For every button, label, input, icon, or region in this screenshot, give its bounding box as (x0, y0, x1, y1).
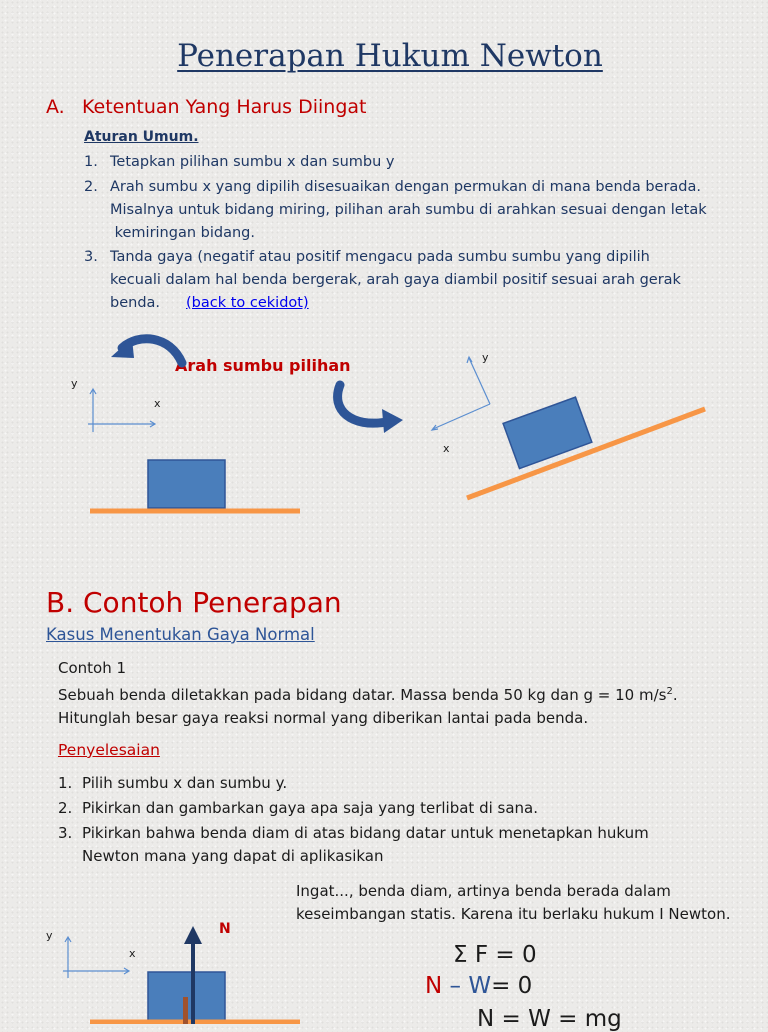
axis-y-label: y (71, 377, 78, 390)
note-line: Ingat..., benda diam, artinya benda berada dalam (296, 882, 671, 900)
solution-step-3 (58, 822, 649, 868)
axis-x-label: x (443, 442, 450, 455)
eq-minus: – (442, 973, 469, 999)
step-number: 1. (58, 774, 73, 792)
section-b-heading: B. Contoh Penerapan (46, 586, 342, 619)
arrow-label: Arah sumbu pilihan (175, 356, 351, 375)
block-flat-1-icon (148, 460, 225, 508)
rule-line: Tanda gaya (negatif atau positif mengacu pada sumbu sumbu yang dipilih (110, 249, 650, 265)
note-line: keseimbangan statis. Karena itu berlaku hukum I Newton. (296, 905, 731, 923)
axis-y-label: y (482, 351, 489, 364)
axes-flat-1-icon (88, 389, 155, 432)
rule-line: kecuali dalam hal benda bergerak, arah gaya diambil positif sesuai arah gerak (110, 272, 681, 288)
problem-superscript: 2 (666, 686, 673, 697)
normal-force-label: N (219, 921, 231, 937)
rules-title: Aturan Umum. (84, 129, 199, 145)
surface-incline-icon (467, 409, 705, 498)
eq-zero: = 0 (491, 973, 533, 999)
note-text (296, 880, 730, 926)
step-number: 2. (58, 799, 73, 817)
back-to-cekidot-link[interactable]: (back to cekidot) (186, 295, 309, 311)
equation-result: N = W = mg (477, 1006, 622, 1032)
page-title: Penerapan Hukum Newton (177, 38, 603, 74)
step-line: Pilih sumbu x dan sumbu y. (82, 774, 288, 792)
axes-incline-icon (432, 357, 490, 430)
axes-flat-2-icon (63, 937, 129, 978)
step-line: Newton mana yang dapat di aplikasikan (82, 847, 384, 865)
axis-x-label: x (154, 397, 161, 410)
equation-balance (425, 973, 532, 999)
rule-line: Misalnya untuk bidang miring, pilihan arah sumbu di arahkan sesuai dengan letak (110, 202, 707, 218)
problem-text (58, 657, 678, 730)
equation-sum-force: Σ F = 0 (453, 942, 537, 968)
rule-number: 3. (84, 249, 98, 265)
problem-line-end: . (672, 686, 678, 704)
eq-weight: W (468, 973, 492, 999)
axis-y-label: y (46, 929, 53, 942)
rule-line: benda. (110, 295, 161, 311)
eq-normal: N (425, 973, 443, 999)
section-a-letter: A. (46, 96, 65, 118)
step-line: Pikirkan bahwa benda diam di atas bidang datar untuk menetapkan hukum (82, 824, 649, 842)
rule-number: 1. (84, 154, 98, 170)
solution-step-1 (58, 772, 287, 795)
section-b-subheading: Kasus Menentukan Gaya Normal (46, 625, 315, 644)
problem-line: Sebuah benda diletakkan pada bidang datar. Massa benda 50 kg dan g = 10 m/s (58, 686, 667, 704)
example-title: Contoh 1 (58, 659, 127, 677)
rule-line: kemiringan bidang. (110, 225, 255, 241)
axis-x-label: x (129, 947, 136, 960)
problem-line: Hitunglah besar gaya reaksi normal yang diberikan lantai pada benda. (58, 709, 589, 727)
rule-line: Arah sumbu x yang dipilih disesuaikan dengan permukan di mana benda berada. (110, 179, 702, 195)
curved-arrow-left-icon (111, 338, 182, 363)
section-a-title: Ketentuan Yang Harus Diingat (82, 96, 367, 118)
rule-number: 2. (84, 179, 98, 195)
solution-step-2 (58, 797, 538, 820)
rule-line: Tetapkan pilihan sumbu x dan sumbu y (110, 154, 395, 170)
step-line: Pikirkan dan gambarkan gaya apa saja yang terlibat di sana. (82, 799, 539, 817)
solution-title: Penyelesaian (58, 741, 160, 759)
step-number: 3. (58, 824, 73, 842)
weight-arrow-icon (183, 997, 188, 1024)
curved-arrow-right-icon (338, 385, 403, 433)
